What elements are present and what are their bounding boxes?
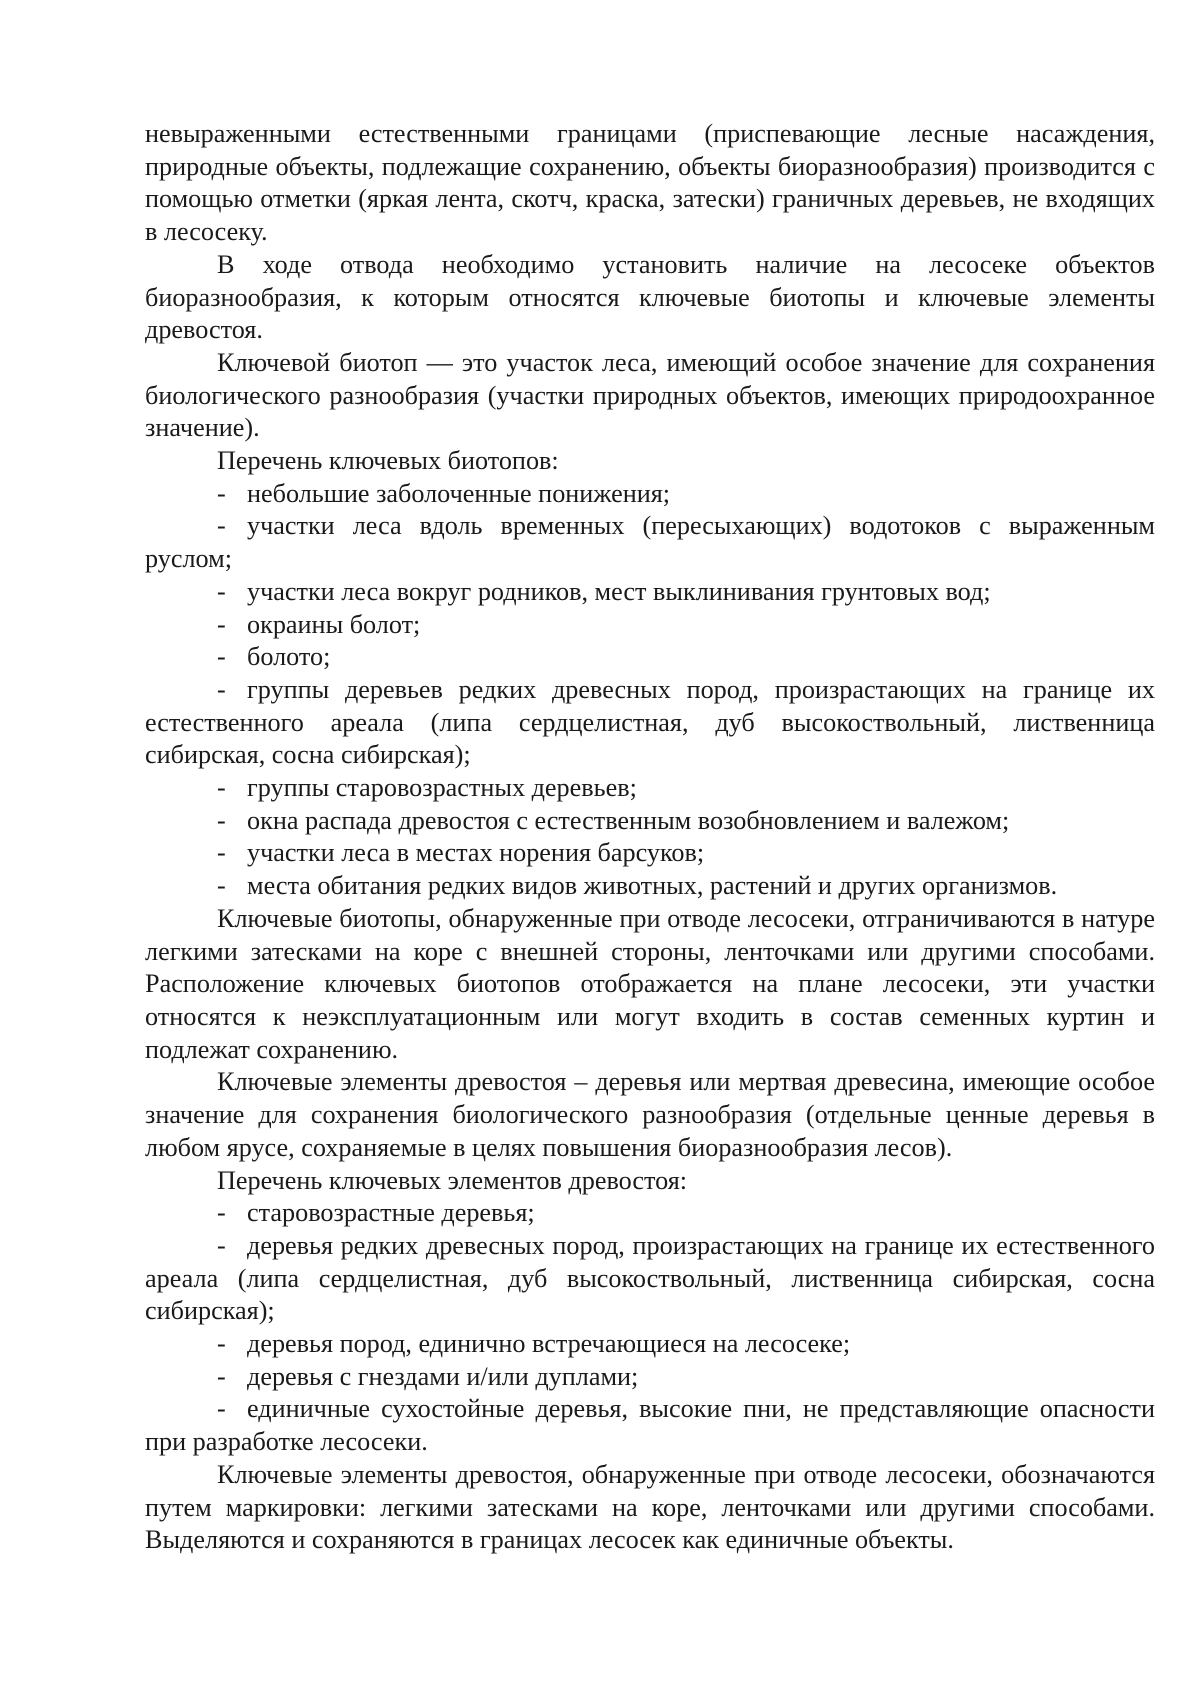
list-item: - старовозрастные деревья;	[145, 1197, 1155, 1230]
list-item: - участки леса вдоль временных (пересыхающих) водотоков с выраженным руслом;	[145, 511, 1155, 574]
paragraph-biotope-marking: Ключевые биотопы, обнаруженные при отводе лесосеки, отграничиваются в натуре легкими затесками на коре с внешней стороны, ленточками или другими способами. Расположение ключевых биотопов отображается на плане лесосеки, эти участки относятся к неэксплуатационным или могут входить в состав семенных куртин и подлежат сохранению.	[145, 903, 1155, 1064]
list-dash: -	[217, 871, 226, 901]
list-dash: -	[217, 773, 226, 803]
list-item: - группы старовозрастных деревьев;	[145, 772, 1155, 805]
list-dash: -	[217, 511, 226, 541]
list-item: - деревья с гнездами и/или дуплами;	[145, 1361, 1155, 1394]
heading-elements-list: Перечень ключевых элементов древостоя:	[217, 1165, 688, 1195]
biotopes-list	[145, 478, 1155, 903]
list-dash: -	[217, 838, 226, 868]
list-item: - болото;	[145, 641, 1155, 674]
list-item: - места обитания редких видов животных, растений и других организмов.	[145, 870, 1155, 903]
document-page	[145, 118, 1155, 1557]
paragraph-biodiversity-objects: В ходе отвода необходимо установить наличие на лесосеке объектов биоразнообразия, к которым относятся ключевые биотопы и ключевые элементы древостоя.	[145, 249, 1155, 345]
list-item: - окна распада древостоя с естественным возобновлением и валежом;	[145, 805, 1155, 838]
list-item: - единичные сухостойные деревья, высокие пни, не представляющие опасности при разработке лесосеки.	[145, 1394, 1155, 1457]
list-dash: -	[217, 1329, 226, 1359]
list-dash: -	[217, 1198, 226, 1228]
heading-biotopes-list: Перечень ключевых биотопов:	[217, 446, 559, 476]
paragraph-boundary-marking: невыраженными естественными границами (приспевающие лесные насаждения, природные объекты, подлежащие сохранению, объекты биоразнообразия) производится с помощью отметки (яркая лента, скотч, краска, затески) граничных деревьев, не входящих в лесосеку.	[145, 119, 1155, 247]
list-item: - деревья редких древесных пород, произрастающих на границе их естественного ареала (липа сердцелистная, дуб высокоствольный, лиственница сибирская, сосна сибирская);	[145, 1230, 1155, 1326]
list-item: - небольшие заболоченные понижения;	[145, 478, 1155, 511]
list-item: - участки леса в местах норения барсуков;	[145, 837, 1155, 870]
list-item: - деревья пород, единично встречающиеся на лесосеке;	[145, 1328, 1155, 1361]
list-dash: -	[217, 1361, 226, 1391]
paragraph-key-biotope-definition: Ключевой биотоп — это участок леса, имеющий особое значение для сохранения биологического разнообразия (участки природных объектов, имеющих природоохранное значение).	[145, 347, 1155, 443]
list-item: - группы деревьев редких древесных пород, произрастающих на границе их естественного ареала (липа сердцелистная, дуб высокоствольный, лиственница сибирская, сосна сибирская);	[145, 674, 1155, 770]
list-dash: -	[217, 1230, 226, 1260]
list-item: - окраины болот;	[145, 609, 1155, 642]
list-dash: -	[217, 642, 226, 672]
list-item: - участки леса вокруг родников, мест выклинивания грунтовых вод;	[145, 576, 1155, 609]
list-dash: -	[217, 576, 226, 606]
paragraph-key-elements-definition: Ключевые элементы древостоя – деревья или мертвая древесина, имеющие особое значение для сохранения биологического разнообразия (отдельные ценные деревья в любом ярусе, сохраняемые в целях повышения биоразнообразия лесов).	[145, 1067, 1155, 1162]
list-dash: -	[217, 1394, 226, 1424]
list-dash: -	[217, 609, 226, 639]
list-dash: -	[217, 478, 226, 508]
list-dash: -	[217, 805, 226, 835]
list-dash: -	[217, 674, 226, 704]
paragraph-element-marking: Ключевые элементы древостоя, обнаруженные при отводе лесосеки, обозначаются путем маркировки: легкими затесками на коре, ленточками или другими способами. Выделяются и сохраняются в границах лесосек как единичные объекты.	[145, 1459, 1155, 1555]
elements-list	[145, 1197, 1155, 1459]
